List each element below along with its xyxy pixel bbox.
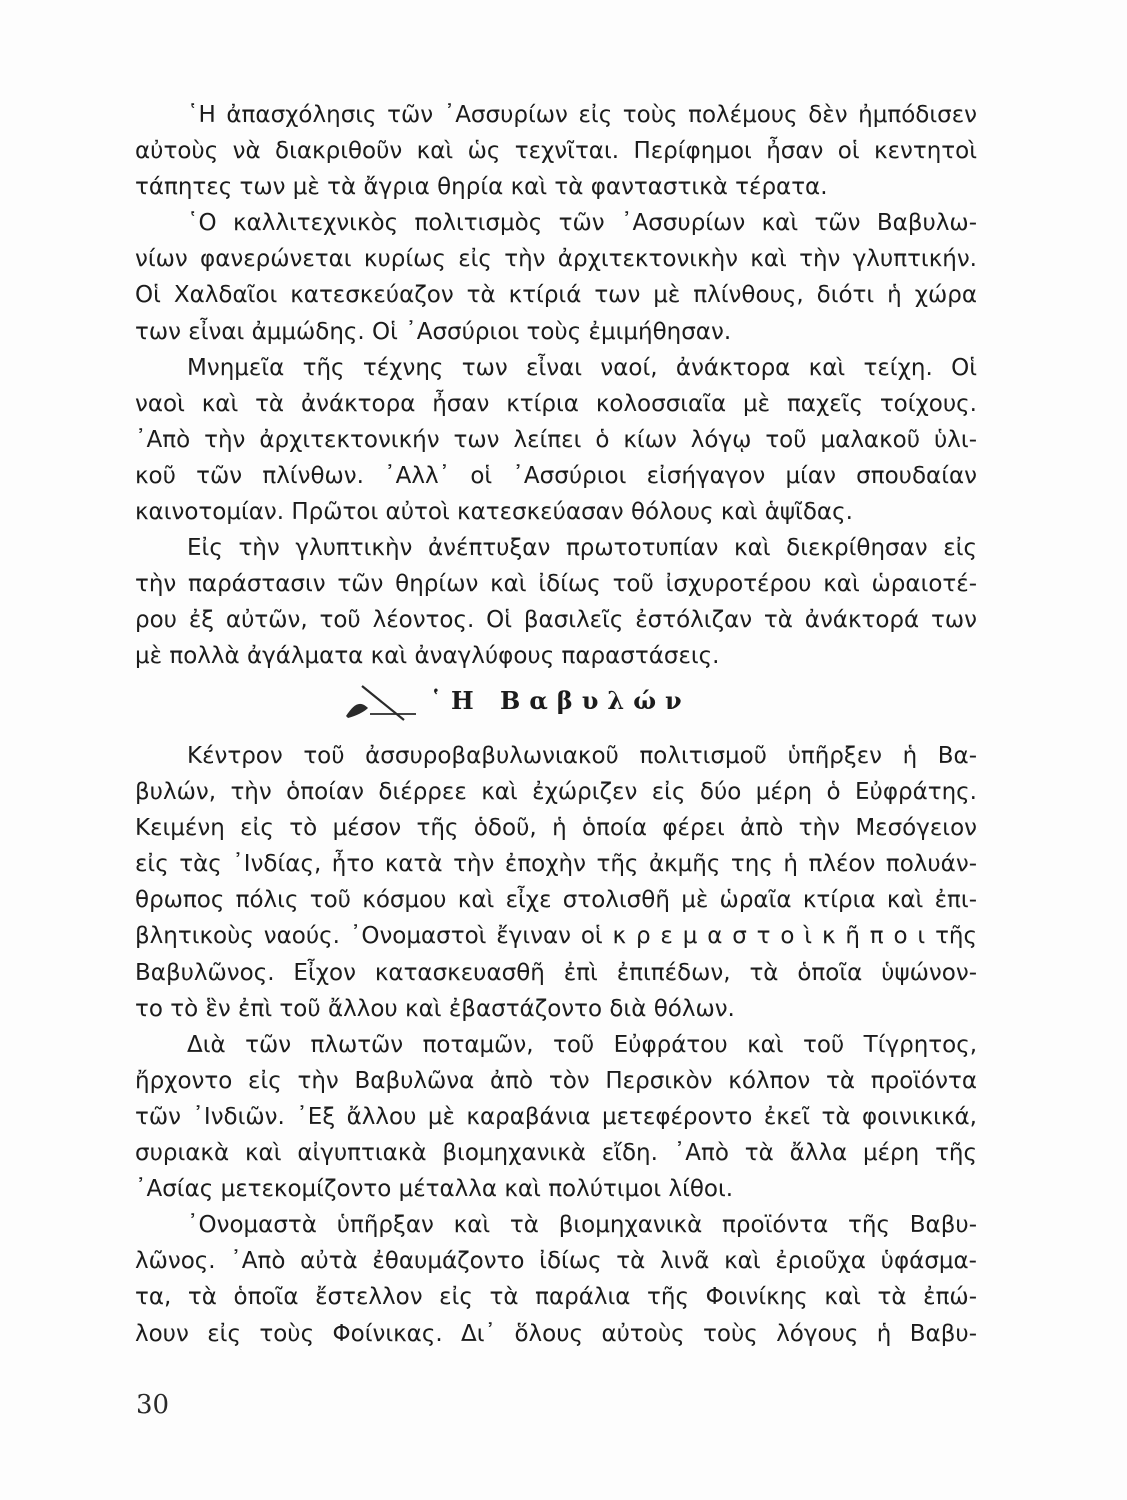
text-line: τὴν παράστασιν τῶν θηρίων καὶ ἰδίως τοῦ ἰσχυροτέρου καὶ ὡραιοτέ-	[135, 571, 977, 598]
text-line: ρου ἐξ αὐτῶν, τοῦ λέοντος. Οἱ βασιλεῖς ἐστόλιζαν τὰ ἀνάκτορά των	[135, 607, 977, 634]
text-line: ἤρχοντο εἰς τὴν Βαβυλῶνα ἀπὸ τὸν Περσικὸν κόλπον τὰ προϊόντα	[135, 1067, 977, 1094]
text-line: ᾿Απὸ τὴν ἀρχιτεκτονικήν των λείπει ὁ κίων λόγῳ τοῦ μαλακοῦ ὑλι-	[135, 426, 977, 453]
text-line: ῾Ο καλλιτεχνικὸς πολιτισμὸς τῶν ᾿Ασσυρίων καὶ τῶν Βαβυλω-	[187, 210, 977, 237]
text-line: βυλών, τὴν ὁποίαν διέρρεε καὶ ἐχώριζεν εἰς δύο μέρη ὁ Εὐφράτης.	[135, 779, 977, 806]
text-line: Βαβυλῶνος. Εἶχον κατασκευασθῆ ἐπὶ ἐπιπέδων, τὰ ὁποῖα ὑψώνον-	[135, 959, 977, 986]
text-line: τα, τὰ ὁποῖα ἔστελλον εἰς τὰ παράλια τῆς Φοινίκης καὶ τὰ ἐπώ-	[135, 1284, 977, 1311]
text-line: Οἱ Χαλδαῖοι κατεσκεύαζον τὰ κτίριά των μὲ πλίνθους, διότι ἡ χώρα	[135, 282, 977, 309]
section-heading	[340, 680, 760, 730]
pencil-mark-icon	[340, 680, 420, 726]
page-number: 30	[136, 1390, 170, 1420]
text-line: Κειμένη εἰς τὸ μέσον τῆς ὁδοῦ, ἡ ὁποία φέρει ἀπὸ τὴν Μεσόγειον	[135, 815, 977, 842]
text-line: καινοτομίαν. Πρῶτοι αὐτοὶ κατεσκεύασαν θόλους καὶ ἁψῖδας.	[135, 499, 853, 526]
text-line: το τὸ ἓν ἐπὶ τοῦ ἄλλου καὶ ἐβαστάζοντο διὰ θόλων.	[135, 995, 735, 1022]
section-babylon	[135, 738, 977, 1352]
text-line: μὲ πολλὰ ἀγάλματα καὶ ἀναγλύφους παραστάσεις.	[135, 643, 720, 670]
section-assyrian-art	[135, 97, 977, 675]
text-line: κοῦ τῶν πλίνθων. ᾿Αλλ᾿ οἱ ᾿Ασσύριοι εἰσήγαγον μίαν σπουδαίαν	[135, 462, 977, 489]
text-line: νίων φανερώνεται κυρίως εἰς τὴν ἀρχιτεκτονικὴν καὶ τὴν γλυπτικήν.	[135, 246, 977, 273]
text-line: τάπητες των μὲ τὰ ἄγρια θηρία καὶ τὰ φανταστικὰ τέρατα.	[135, 174, 828, 201]
text-line: ᾿Ασίας μετεκομίζοντο μέταλλα καὶ πολύτιμοι λίθοι.	[135, 1176, 734, 1203]
text-line: αὐτοὺς νὰ διακριθοῦν καὶ ὡς τεχνῖται. Περίφημοι ἦσαν οἱ κεντητοὶ	[135, 138, 977, 165]
text-line: λῶνος. ᾿Απὸ αὐτὰ ἐθαυμάζοντο ἰδίως τὰ λινᾶ καὶ ἐριοῦχα ὑφάσμα-	[135, 1248, 977, 1275]
text-line: των εἶναι ἀμμώδης. Οἱ ᾿Ασσύριοι τοὺς ἐμιμήθησαν.	[135, 318, 732, 345]
text-line: βλητικοὺς ναούς. ᾿Ονομαστοὶ ἔγιναν οἱ κ ρ ε μ α σ τ ο ὶ κ ῆ π ο ι τῆς	[135, 923, 977, 950]
text-line: τῶν ᾿Ινδιῶν. ᾿Εξ ἄλλου μὲ καραβάνια μετεφέροντο ἐκεῖ τὰ φοινικικά,	[135, 1103, 977, 1130]
text-line: λουν εἰς τοὺς Φοίνικας. Δι᾿ ὅλους αὐτοὺς τοὺς λόγους ἡ Βαβυ-	[135, 1320, 977, 1347]
text-line: ναοὶ καὶ τὰ ἀνάκτορα ἦσαν κτίρια κολοσσιαῖα μὲ παχεῖς τοίχους.	[135, 390, 977, 417]
text-line: συριακὰ καὶ αἰγυπτιακὰ βιομηχανικὰ εἴδη. ᾿Απὸ τὰ ἄλλα μέρη τῆς	[135, 1140, 977, 1167]
text-line: εἰς τὰς ᾿Ινδίας, ἦτο κατὰ τὴν ἐποχὴν τῆς ἀκμῆς της ἡ πλέον πολυάν-	[135, 851, 977, 878]
text-line: Μνημεῖα τῆς τέχνης των εἶναι ναοί, ἀνάκτορα καὶ τείχη. Οἱ	[187, 354, 977, 381]
heading-title: ῾Η Βαβυλών	[430, 686, 691, 715]
text-line: ῾Η ἀπασχόλησις τῶν ᾿Ασσυρίων εἰς τοὺς πολέμους δὲν ἠμπόδισεν	[187, 102, 977, 128]
text-line: Εἰς τὴν γλυπτικὴν ἀνέπτυξαν πρωτοτυπίαν καὶ διεκρίθησαν εἰς	[187, 535, 977, 562]
text-line: Κέντρον τοῦ ἀσσυροβαβυλωνιακοῦ πολιτισμοῦ ὑπῆρξεν ἡ Βα-	[187, 743, 977, 769]
text-line: θρωπος πόλις τοῦ κόσμου καὶ εἶχε στολισθῆ μὲ ὡραῖα κτίρια καὶ ἐπι-	[135, 887, 977, 914]
text-line: Διὰ τῶν πλωτῶν ποταμῶν, τοῦ Εὐφράτου καὶ τοῦ Τίγρητος,	[187, 1031, 977, 1058]
text-line: ᾿Ονομαστὰ ὑπῆρξαν καὶ τὰ βιομηχανικὰ προϊόντα τῆς Βαβυ-	[187, 1212, 977, 1239]
